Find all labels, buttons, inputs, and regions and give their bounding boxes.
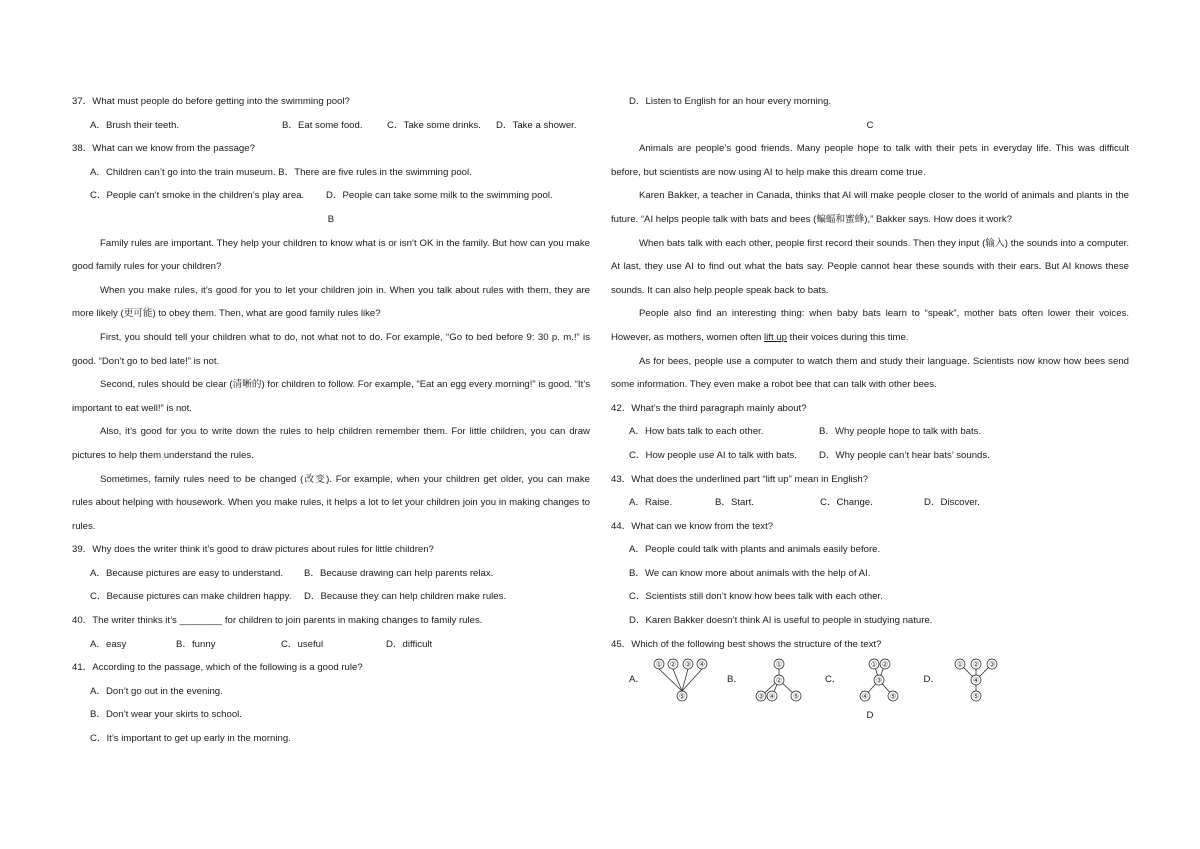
question-43-stem: 43．What does the underlined part “lift up” mean in English? (611, 473, 869, 485)
passage-c-paragraph-5: As for bees, people use a computer to watch them and study their language. Scientists now know how bees send some information. They even make a robot bee that can talk with other bees. (611, 355, 1129, 391)
option-45-c[interactable] (825, 658, 910, 702)
option-45-a-label: A． (629, 674, 645, 686)
passage-b-paragraph-4: Second, rules should be clear (清晰的) for children to follow. For example, “Eat an egg every morning!” is good. “It’s important to eat well!” is not. (72, 379, 590, 414)
passage-b-paragraph-5: Also, it’s good for you to write down the rules to help children remember them. For little children, you can draw pictures to help them understand the rules. (72, 426, 590, 461)
option-40-a[interactable]: A．easy (90, 638, 127, 650)
right-column (611, 90, 1129, 728)
option-44-a[interactable]: A．People could talk with plants and animals easily before. (629, 544, 881, 556)
diagram-c-node-4: ④ (861, 693, 868, 701)
left-column (72, 90, 590, 751)
question-38-stem: 38．What can we know from the passage? (72, 143, 255, 155)
paragraph-4-text-after: their voices during this time. (786, 331, 909, 343)
option-41-a[interactable]: A．Don’t go out in the evening. (90, 685, 223, 697)
diagram-b-node-3: ③ (757, 693, 765, 701)
option-45-a[interactable] (629, 658, 713, 702)
passage-c-paragraph-3: When bats talk with each other, people first record their sounds. Then they input (输入) the sounds into a computer. At last, they use AI to find out what the bats say. People cannot hear these sounds with their ears. But AI knows these sounds. It can also help people speak back to bats. (611, 237, 1129, 296)
question-44-stem: 44．What can we know from the text? (611, 520, 774, 532)
option-37-a[interactable]: A．Brush their teeth. (90, 119, 180, 131)
question-42-options-cd (611, 444, 1129, 468)
structure-diagram-b (749, 658, 811, 702)
paragraph-4-text-before: People also find an interesting thing: when baby bats learn to “speak”, mother bats often lower their voices. However, as mothers, women often (611, 308, 1129, 343)
passage-c-paragraph-4 (611, 302, 1129, 349)
passage-b-paragraph-6: Sometimes, family rules need to be changed (改变). For example, when your children get older, you can make rules about helping with housework. When you make rules, it helps a lot to let your children join you in making changes to rules. (72, 473, 590, 532)
passage-b-paragraph-3: First, you should tell your children what to do, not what not to do. For example, “Go to bed before 9: 30 p. m.!” is good. “Don’t go to bed late!” is not. (72, 331, 590, 367)
diagram-b-node-2: ② (775, 677, 783, 685)
diagram-d-node-2: ② (972, 661, 980, 669)
option-41-d[interactable]: D．Listen to English for an hour every morning. (629, 96, 832, 107)
question-39-options-cd (72, 585, 590, 609)
option-39-b[interactable]: B．Because drawing can help parents relax. (304, 567, 494, 579)
option-37-b[interactable]: B．Eat some food. (282, 119, 363, 131)
option-43-a[interactable]: A．Raise. (629, 497, 673, 509)
question-42-options-ab (611, 420, 1129, 444)
diagram-a-node-5: ⑤ (678, 693, 686, 701)
passage-c-paragraph-1: Animals are people’s good friends. Many people hope to talk with their pets in everyday life. This was difficult before, but scientists are now using AI to help make this dream come true. (611, 143, 1129, 178)
diagram-b-node-4: ④ (768, 693, 776, 701)
question-41-stem: 41．According to the passage, which of the following is a good rule? (72, 662, 363, 674)
diagram-c-node-3: ③ (875, 677, 882, 685)
structure-diagram-a (651, 658, 713, 702)
diagram-a-node-4: ④ (698, 661, 706, 669)
question-42-stem: 42．What’s the third paragraph mainly about? (611, 402, 807, 414)
option-42-d[interactable]: D．Why people can’t hear bats’ sounds. (819, 449, 990, 461)
option-44-b[interactable]: B．We can know more about animals with the help of AI. (629, 567, 871, 579)
option-39-c[interactable]: C．Because pictures can make children happy. (90, 591, 292, 603)
option-45-c-label: C． (825, 674, 842, 686)
option-39-d[interactable]: D．Because they can help children make rules. (304, 591, 507, 603)
option-45-d-label: D． (923, 674, 941, 686)
passage-c-paragraph-2: Karen Bakker, a teacher in Canada, thinks that AI will make people closer to the world of animals and plants in the future. “AI helps people talk with bats and bees (蝙蝠和蜜蜂),” Bakker says. How does it work? (611, 190, 1129, 225)
option-38-c[interactable]: C．People can’t smoke in the children’s play area. (90, 190, 305, 202)
option-44-c[interactable]: C．Scientists still don’t know how bees talk with each other. (629, 591, 883, 603)
question-38-options-cd (72, 184, 590, 208)
option-41-c[interactable]: C．It’s important to get up early in the morning. (90, 733, 291, 745)
question-45-stem: 45．Which of the following best shows the structure of the text? (611, 638, 882, 650)
diagram-a-node-3: ③ (684, 661, 692, 669)
diagram-b-node-5: ⑤ (792, 693, 800, 701)
structure-diagram-c (848, 658, 910, 702)
diagram-d-node-1: ① (956, 661, 964, 669)
diagram-c-node-1: ① (870, 661, 877, 669)
question-43-options (611, 491, 1129, 515)
question-40-options (72, 633, 590, 657)
diagram-d-node-3: ③ (988, 661, 996, 669)
option-45-d[interactable] (924, 658, 1009, 702)
section-d-heading: D (866, 710, 874, 722)
option-42-b[interactable]: B．Why people hope to talk with bats. (819, 426, 982, 438)
diagram-d-node-5: ⑤ (972, 693, 980, 701)
diagram-d-node-4: ④ (972, 677, 980, 685)
option-37-d[interactable]: D．Take a shower. (496, 119, 577, 131)
underlined-lift-up: lift up (764, 331, 787, 343)
option-42-c[interactable]: C．How people use AI to talk with bats. (629, 449, 797, 461)
option-42-a[interactable]: A．How bats talk to each other. (629, 426, 764, 438)
question-39-options-ab (72, 562, 590, 586)
diagram-a-node-1: ① (655, 661, 663, 669)
option-43-d[interactable]: D．Discover. (924, 497, 980, 509)
option-43-b[interactable]: B．Start. (715, 497, 754, 509)
option-41-b[interactable]: B．Don’t wear your skirts to school. (90, 709, 242, 721)
question-45-options (611, 656, 1129, 704)
option-45-b[interactable] (727, 658, 811, 702)
option-38-d[interactable]: D．People can take some milk to the swimming pool. (326, 190, 553, 202)
structure-diagram-d (946, 658, 1008, 702)
option-40-c[interactable]: C．useful (281, 638, 324, 650)
question-37-options (72, 114, 590, 138)
diagram-b-node-1: ① (775, 661, 783, 669)
question-37-stem: 37．What must people do before getting into the swimming pool? (72, 96, 350, 107)
option-37-c[interactable]: C．Take some drinks. (387, 119, 481, 131)
section-b-heading: B (327, 213, 335, 225)
option-44-d[interactable]: D．Karen Bakker doesn’t think AI is useful to people in studying nature. (629, 615, 933, 627)
question-39-stem: 39．Why does the writer think it’s good to draw pictures about rules for little children? (72, 544, 434, 556)
option-45-b-label: B． (727, 674, 743, 686)
option-40-b[interactable]: B．funny (176, 638, 216, 650)
section-c-heading: C (866, 119, 874, 131)
passage-c (611, 137, 1129, 397)
passage-b (72, 232, 590, 539)
passage-b-paragraph-1: Family rules are important. They help your children to know what is or isn’t OK in the family. But how can you make good family rules for your children? (72, 237, 590, 273)
option-39-a[interactable]: A．Because pictures are easy to understand. (90, 567, 284, 579)
option-43-c[interactable]: C．Change. (820, 497, 873, 509)
option-40-d[interactable]: D．difficult (386, 638, 433, 650)
diagram-c-node-5: ⑤ (889, 693, 896, 701)
passage-b-paragraph-2: When you make rules, it’s good for you to let your children join in. When you talk about rules with them, they are more likely (更可能) to obey them. Then, what are good family rules like? (72, 284, 590, 320)
diagram-a-node-2: ② (669, 661, 677, 669)
question-40-stem: 40．The writer thinks it’s ________ for children to join parents in making changes to family rules. (72, 615, 483, 627)
option-38-ab[interactable]: A．Children can’t go into the train museum. B．There are five rules in the swimming pool. (90, 166, 472, 178)
diagram-c-node-2: ② (881, 661, 888, 669)
